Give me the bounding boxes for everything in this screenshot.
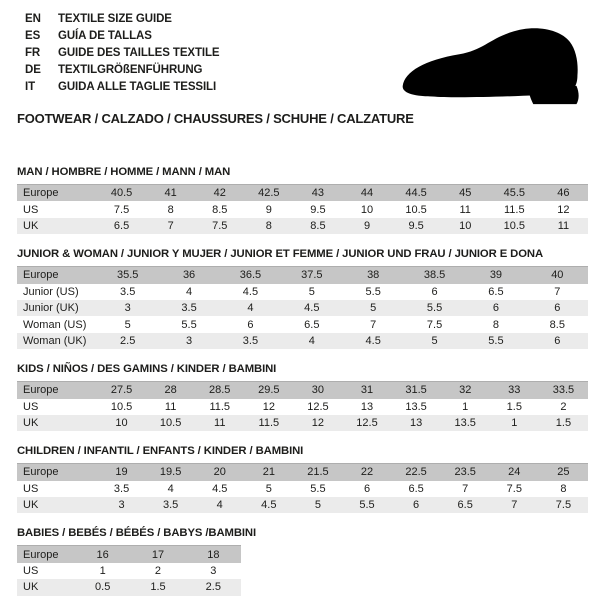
table-title: CHILDREN / INFANTIL / ENFANTS / KINDER / BAMBINI	[17, 445, 304, 458]
size-cell: 6	[431, 285, 438, 298]
size-cell: 10	[360, 203, 374, 216]
size-cell: 18	[207, 548, 220, 561]
size-cell: 3.5	[113, 482, 130, 495]
size-cell: 4.5	[242, 285, 259, 298]
size-cell: 2.5	[205, 581, 221, 594]
language-code: FR	[25, 47, 41, 59]
size-tables	[17, 166, 588, 600]
row-label: Europe	[23, 269, 59, 282]
size-cell: 33.5	[552, 384, 575, 397]
table-row	[17, 546, 241, 563]
language-label: GUIDA ALLE TAGLIE TESSILI	[58, 81, 217, 93]
size-cell: 13	[409, 417, 423, 430]
size-cell: 6.5	[113, 219, 130, 232]
size-cell: 10	[459, 219, 472, 232]
size-cell: 1.5	[555, 417, 572, 430]
language-label: TEXTILE SIZE GUIDE	[58, 13, 172, 25]
size-cell: 10.5	[405, 203, 427, 216]
size-cell: 19	[115, 466, 128, 479]
size-table	[17, 184, 588, 234]
size-cell: 10.5	[159, 417, 182, 430]
dress-shoe-icon	[396, 12, 588, 108]
size-cell: 5.5	[181, 318, 197, 331]
size-cell: 9	[265, 203, 272, 216]
row-label: Europe	[23, 384, 59, 397]
size-cell: 8.5	[212, 203, 228, 216]
size-cell: 4.5	[261, 499, 277, 512]
size-cell: 4.5	[365, 334, 381, 347]
row-label: US	[23, 565, 39, 578]
size-cell: 6.5	[304, 318, 320, 331]
size-table	[17, 463, 588, 513]
size-table	[17, 381, 588, 431]
size-cell: 39	[489, 269, 503, 282]
size-cell: 3	[210, 565, 217, 578]
size-cell: 44	[360, 187, 374, 200]
size-cell: 12	[262, 400, 275, 413]
size-cell: 24	[508, 466, 521, 479]
size-cell: 17	[151, 548, 165, 561]
row-label: Woman (UK)	[23, 334, 87, 347]
size-cell: 11	[459, 203, 471, 216]
language-row	[25, 62, 220, 79]
table-row	[17, 563, 241, 579]
language-label: GUÍA DE TALLAS	[58, 30, 152, 42]
row-label: UK	[23, 219, 39, 232]
size-cell: 12	[311, 417, 325, 430]
size-cell: 5.5	[359, 499, 375, 512]
size-cell: 41	[164, 187, 177, 200]
size-cell: 32	[459, 384, 472, 397]
table-title: BABIES / BEBÉS / BÉBÉS / BABYS /BAMBINI	[17, 527, 257, 540]
language-code: IT	[25, 81, 36, 93]
size-table-section	[17, 166, 588, 234]
size-cell: 13.5	[405, 400, 427, 413]
size-cell: 7	[554, 285, 561, 298]
row-label: Europe	[23, 187, 59, 200]
table-row	[17, 218, 588, 234]
size-cell: 4	[167, 482, 174, 495]
size-cell: 9	[363, 219, 371, 232]
size-cell: 2	[154, 565, 162, 578]
size-cell: 3	[118, 499, 125, 512]
size-cell: 6	[492, 302, 499, 315]
size-cell: 5.5	[365, 285, 381, 298]
size-cell: 2	[560, 400, 567, 413]
size-cell: 4.5	[304, 302, 320, 315]
size-cell: 8	[167, 203, 174, 216]
size-cell: 7	[370, 318, 377, 331]
language-list	[25, 11, 220, 96]
size-cell: 4.5	[212, 482, 228, 495]
size-cell: 33	[508, 384, 521, 397]
row-label: Europe	[23, 466, 59, 479]
size-cell: 12.5	[356, 417, 378, 430]
size-cell: 1	[99, 565, 106, 578]
table-row	[17, 415, 588, 431]
size-cell: 43	[311, 187, 325, 200]
size-cell: 36.5	[239, 269, 262, 282]
size-cell: 46	[557, 187, 570, 200]
size-cell: 7.5	[212, 219, 228, 232]
size-cell: 6	[247, 318, 254, 331]
size-cell: 9.5	[408, 219, 424, 232]
size-cell: 22.5	[405, 466, 427, 479]
row-label: Woman (US)	[23, 318, 87, 331]
size-cell: 7.5	[506, 482, 522, 495]
size-cell: 28	[164, 384, 177, 397]
size-table-section	[17, 363, 588, 431]
size-cell: 6	[554, 334, 561, 347]
size-cell: 45	[459, 187, 472, 200]
size-cell: 8.5	[549, 318, 565, 331]
size-cell: 8	[560, 482, 567, 495]
table-title: JUNIOR & WOMAN / JUNIOR Y MUJER / JUNIOR ET FEMME / JUNIOR UND FRAU / JUNIOR E DONA	[17, 248, 544, 261]
table-row	[17, 579, 241, 595]
size-cell: 1.5	[506, 400, 522, 413]
size-cell: 21.5	[307, 466, 329, 479]
size-cell: 11.5	[504, 203, 525, 216]
size-cell: 38.5	[423, 269, 446, 282]
table-title: KIDS / NIÑOS / DES GAMINS / KINDER / BAMBINI	[17, 363, 277, 376]
row-label: UK	[23, 499, 39, 512]
size-cell: 20	[213, 466, 226, 479]
row-label: UK	[23, 581, 39, 594]
size-cell: 30	[311, 384, 325, 397]
language-row	[25, 11, 220, 28]
size-cell: 7	[511, 499, 518, 512]
table-title: MAN / HOMBRE / HOMME / MANN / MAN	[17, 166, 231, 178]
size-cell: 42	[213, 187, 226, 200]
size-cell: 31	[360, 384, 374, 397]
row-label: US	[23, 482, 39, 495]
size-cell: 3.5	[242, 334, 259, 347]
size-cell: 16	[96, 548, 109, 561]
size-cell: 6	[363, 482, 371, 495]
language-label: GUIDE DES TAILLES TEXTILE	[58, 47, 220, 59]
size-cell: 29.5	[258, 384, 280, 397]
size-cell: 1.5	[150, 581, 166, 594]
size-cell: 6.5	[408, 482, 424, 495]
size-cell: 1	[462, 400, 469, 413]
table-row	[17, 382, 588, 399]
size-cell: 10	[115, 417, 128, 430]
size-cell: 11.5	[258, 417, 280, 430]
row-label: US	[23, 203, 39, 216]
size-cell: 11	[557, 219, 570, 232]
size-table-section	[17, 527, 588, 595]
size-cell: 4	[247, 302, 254, 315]
language-label: TEXTILGRÖßENFÜHRUNG	[58, 64, 203, 76]
size-cell: 11.5	[209, 400, 231, 413]
size-cell: 8.5	[310, 219, 326, 232]
size-cell: 0.5	[95, 581, 111, 594]
table-row	[17, 201, 588, 217]
size-cell: 6.5	[457, 499, 473, 512]
size-cell: 5.5	[488, 334, 504, 347]
size-cell: 44.5	[405, 187, 427, 200]
size-cell: 22	[360, 466, 374, 479]
size-cell: 8	[265, 219, 272, 232]
size-cell: 6	[413, 499, 420, 512]
size-cell: 4	[216, 499, 223, 512]
language-row	[25, 28, 220, 45]
size-cell: 4	[308, 334, 315, 347]
size-cell: 21	[262, 466, 275, 479]
language-row	[25, 79, 220, 96]
size-cell: 5.5	[426, 302, 443, 315]
language-code: ES	[25, 30, 41, 42]
table-row	[17, 464, 588, 481]
size-cell: 3.5	[181, 302, 197, 315]
table-row	[17, 316, 588, 332]
table-row	[17, 185, 588, 202]
size-cell: 40.5	[110, 187, 133, 200]
size-cell: 7	[167, 219, 174, 232]
size-cell: 40	[551, 269, 564, 282]
size-cell: 5.5	[310, 482, 326, 495]
size-cell: 45.5	[503, 187, 525, 200]
size-cell: 5	[314, 499, 321, 512]
table-row	[17, 399, 588, 415]
language-code: DE	[25, 64, 41, 76]
size-cell: 7.5	[555, 499, 572, 512]
size-cell: 25	[557, 466, 570, 479]
size-cell: 7.5	[426, 318, 443, 331]
size-cell: 10.5	[110, 400, 133, 413]
size-cell: 11	[164, 400, 177, 413]
size-cell: 31.5	[405, 384, 427, 397]
size-cell: 13.5	[454, 417, 476, 430]
size-cell: 42.5	[258, 187, 280, 200]
table-row	[17, 300, 588, 316]
size-table	[17, 545, 241, 595]
size-cell: 5	[308, 285, 315, 298]
size-table	[17, 266, 588, 349]
size-cell: 5	[370, 302, 377, 315]
size-cell: 8	[492, 318, 499, 331]
table-row	[17, 481, 588, 497]
size-cell: 11	[214, 417, 226, 430]
size-cell: 23.5	[454, 466, 476, 479]
size-cell: 37.5	[301, 269, 323, 282]
size-cell: 13	[360, 400, 374, 413]
language-code: EN	[25, 13, 41, 25]
table-row	[17, 284, 588, 300]
size-cell: 6.5	[488, 285, 504, 298]
size-cell: 5	[431, 334, 438, 347]
size-cell: 3	[124, 302, 131, 315]
size-cell: 38	[367, 269, 380, 282]
size-cell: 3.5	[120, 285, 136, 298]
row-label: US	[23, 400, 39, 413]
table-row	[17, 333, 588, 349]
size-cell: 10.5	[503, 219, 525, 232]
size-cell: 12	[557, 203, 570, 216]
size-cell: 35.5	[116, 269, 139, 282]
category-title: FOOTWEAR / CALZADO / CHAUSSURES / SCHUHE / CALZATURE	[17, 111, 414, 126]
table-row	[17, 267, 588, 284]
row-label: Junior (UK)	[23, 302, 79, 315]
size-cell: 5	[265, 482, 272, 495]
size-cell: 2.5	[120, 334, 136, 347]
size-cell: 9.5	[310, 203, 326, 216]
size-cell: 19.5	[159, 466, 182, 479]
size-cell: 6	[554, 302, 561, 315]
row-label: Europe	[23, 548, 59, 561]
size-cell: 7	[462, 482, 469, 495]
size-cell: 3.5	[162, 499, 179, 512]
language-row	[25, 45, 220, 62]
size-cell: 1	[511, 417, 518, 430]
table-row	[17, 497, 588, 513]
size-cell: 12.5	[307, 400, 329, 413]
size-cell: 7.5	[113, 203, 130, 216]
size-table-section	[17, 248, 588, 349]
size-cell: 5	[124, 318, 131, 331]
row-label: UK	[23, 417, 39, 430]
size-cell: 4	[186, 285, 193, 298]
size-cell: 27.5	[110, 384, 133, 397]
row-label: Junior (US)	[23, 285, 79, 298]
size-cell: 3	[186, 334, 193, 347]
size-table-section	[17, 445, 588, 513]
size-cell: 28.5	[209, 384, 231, 397]
size-cell: 36	[182, 269, 196, 282]
